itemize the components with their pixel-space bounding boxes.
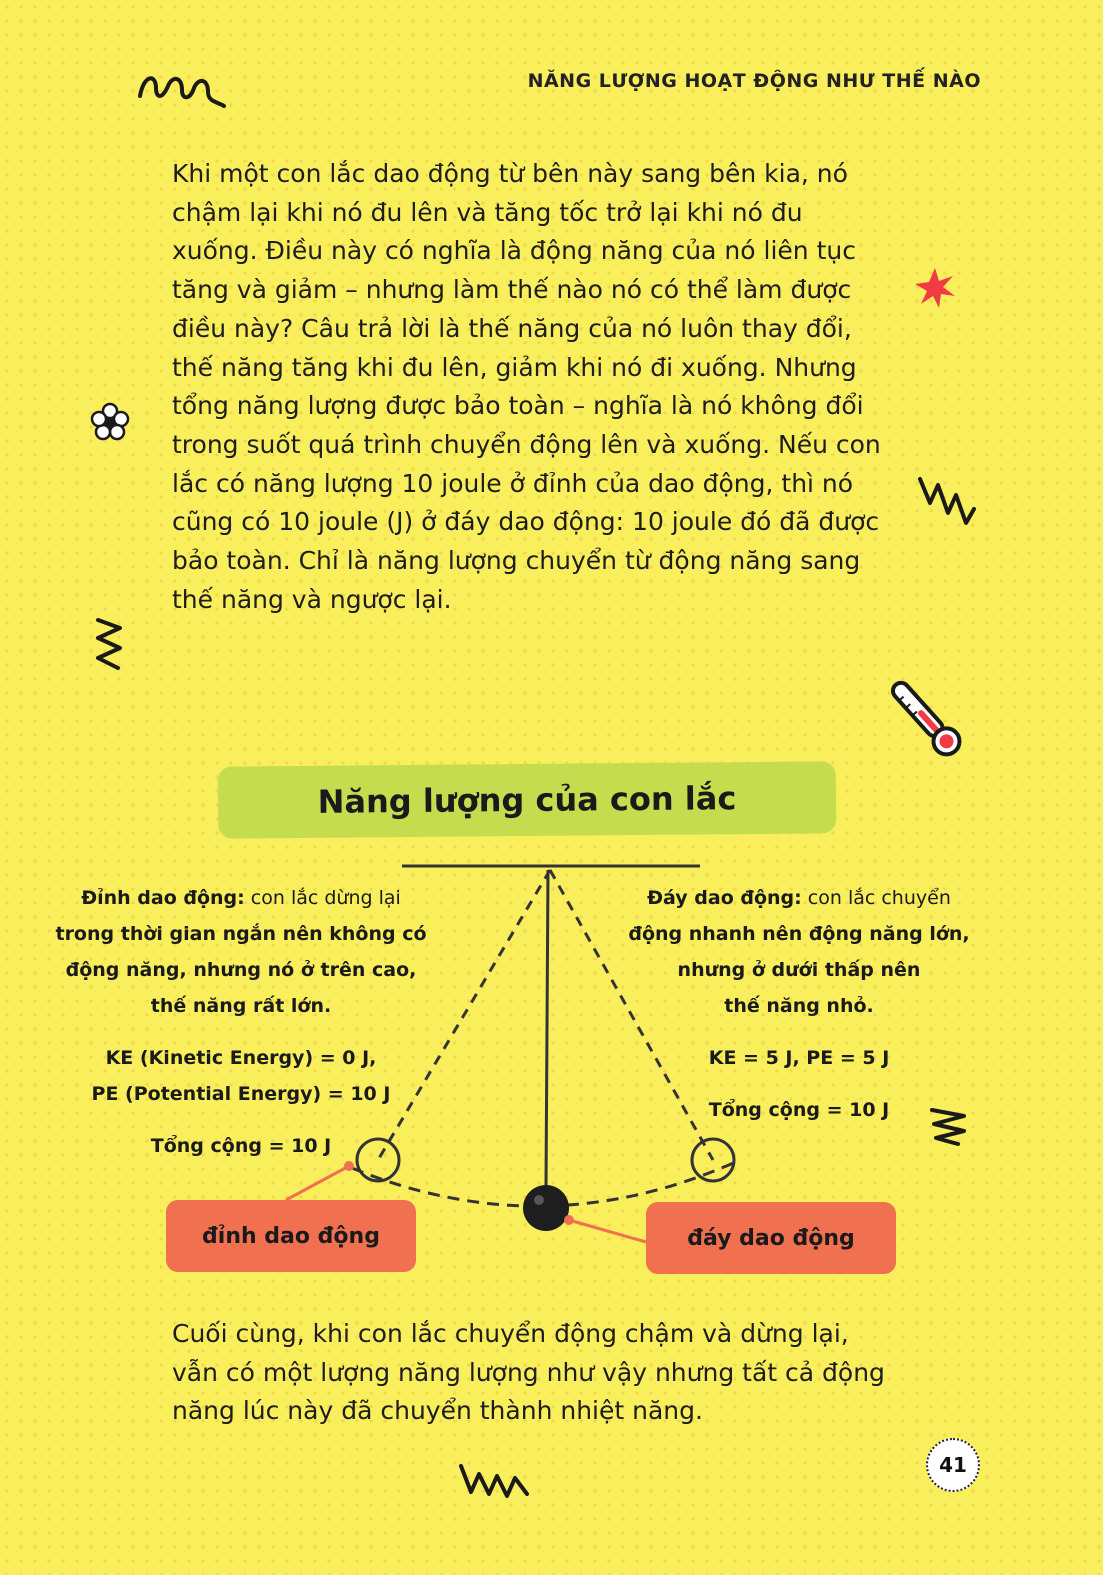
- pointer-left: [286, 1166, 349, 1200]
- left-caption: [52, 880, 430, 1128]
- right-line3: nhưng ở dưới thấp nên: [677, 959, 921, 981]
- pendulum-string-center: [546, 870, 548, 1186]
- bottom-of-swing-label: đáy dao động: [646, 1202, 896, 1274]
- left-line3: động năng, nhưng nó ở trên cao,: [65, 959, 417, 981]
- right-line1: con lắc chuyển: [801, 887, 951, 909]
- right-energy: KE = 5 J, PE = 5 J: [708, 1047, 890, 1069]
- top-of-swing-label: đỉnh dao động: [166, 1200, 416, 1272]
- conclusion-paragraph: Cuối cùng, khi con lắc chuyển động chậm và dừng lại, vẫn có một lượng năng lượng như vậy nhưng tất cả động năng lúc này đã chuyển thành nhiệt năng.: [172, 1319, 885, 1426]
- intro-paragraph: Khi một con lắc dao động từ bên này sang bên kia, nó chậm lại khi nó đu lên và tăng tốc trở lại khi nó đu xuống. Điều này có nghĩa là động năng của nó liên tục tăng và giảm – nhưng làm thế nào nó có thể làm được điều này? Câu trả lời là thế năng của nó luôn thay đổi, thế năng tăng khi đu lên, giảm khi nó đi xuống. Nhưng tổng năng lượng được bảo toàn – nghĩa là nó không đổi trong suốt quá trình chuyển động lên và xuống. Nếu con lắc có năng lượng 10 joule ở đỉnh của dao động, thì nó cũng có 10 joule (J) ở đáy dao động: 10 joule đó đã được bảo toàn. Chỉ là năng lượng chuyển từ động năng sang thế năng và ngược lại.: [172, 159, 881, 614]
- left-line2: trong thời gian ngắn nên không có: [55, 923, 427, 945]
- running-header: NĂNG LƯỢNG HOẠT ĐỘNG NHƯ THẾ NÀO: [527, 70, 981, 92]
- pendulum-bob-center: [523, 1185, 569, 1231]
- left-total: Tổng cộng = 10 J: [150, 1135, 332, 1157]
- left-line4: thế năng rất lớn.: [150, 995, 332, 1017]
- left-energy-pe: PE (Potential Energy) = 10 J: [91, 1083, 391, 1105]
- right-caption: [620, 880, 978, 1128]
- left-energy-ke: KE (Kinetic Energy) = 0 J,: [105, 1047, 377, 1069]
- right-line4: thế năng nhỏ.: [724, 995, 874, 1017]
- right-heading: Đáy dao động:: [647, 887, 802, 909]
- right-line2: động nhanh nên động năng lớn,: [628, 923, 970, 945]
- diagram-title: Năng lượng của con lắc: [218, 761, 837, 838]
- right-total: Tổng cộng = 10 J: [708, 1099, 890, 1121]
- left-line1: con lắc dừng lại: [244, 887, 401, 909]
- page-number: 41: [926, 1438, 980, 1492]
- pointer-right: [569, 1220, 646, 1242]
- left-heading: Đỉnh dao động:: [81, 887, 245, 909]
